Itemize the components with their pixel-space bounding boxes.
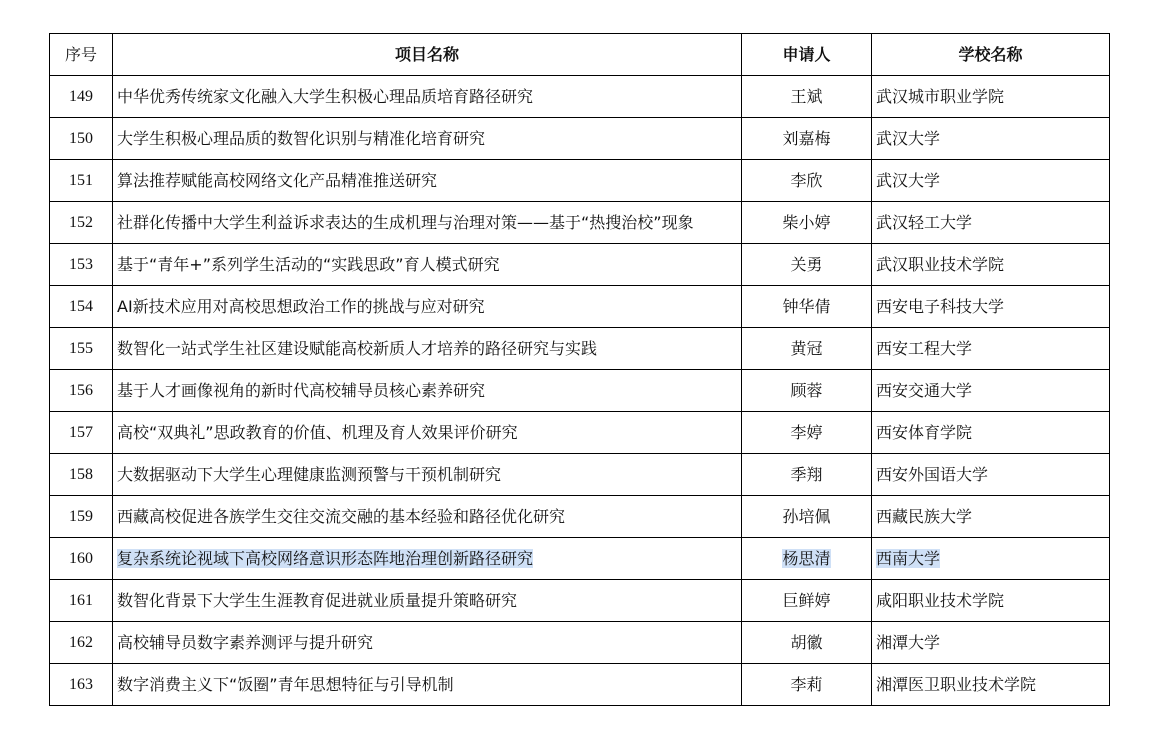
row-title-cell bbox=[113, 286, 742, 328]
table-row bbox=[50, 160, 1110, 202]
row-no: 160 bbox=[69, 549, 93, 567]
row-school-cell bbox=[872, 76, 1110, 118]
row-no: 163 bbox=[69, 675, 93, 693]
row-applicant: 杨思清 bbox=[782, 548, 831, 568]
row-no-cell bbox=[50, 412, 113, 454]
row-title-cell bbox=[113, 496, 742, 538]
row-title: 社群化传播中大学生利益诉求表达的生成机理与治理对策——基于“热搜治校”现象 bbox=[117, 212, 694, 232]
row-applicant: 钟华倩 bbox=[782, 296, 831, 316]
row-school: 武汉大学 bbox=[876, 170, 941, 190]
table-row bbox=[50, 76, 1110, 118]
row-school-cell bbox=[872, 202, 1110, 244]
table-row bbox=[50, 202, 1110, 244]
table-row bbox=[50, 118, 1110, 160]
header-applicant: 申请人 bbox=[742, 34, 872, 76]
row-school: 武汉职业技术学院 bbox=[876, 254, 1005, 274]
table-row bbox=[50, 664, 1110, 706]
row-applicant: 王斌 bbox=[790, 86, 823, 106]
row-applicant: 孙培佩 bbox=[782, 506, 831, 526]
row-applicant: 巨鲜婷 bbox=[782, 590, 831, 610]
row-school: 西安外国语大学 bbox=[876, 464, 989, 484]
row-no: 157 bbox=[69, 423, 93, 441]
row-school-cell bbox=[872, 454, 1110, 496]
row-title-cell bbox=[113, 622, 742, 664]
row-title: 数智化背景下大学生生涯教育促进就业质量提升策略研究 bbox=[117, 590, 518, 610]
row-no: 150 bbox=[69, 129, 93, 147]
row-school-cell bbox=[872, 118, 1110, 160]
row-no: 162 bbox=[69, 633, 93, 651]
row-no-cell bbox=[50, 454, 113, 496]
row-applicant-cell bbox=[742, 538, 872, 580]
row-title-cell bbox=[113, 370, 742, 412]
row-school: 西安工程大学 bbox=[876, 338, 973, 358]
table-row bbox=[50, 622, 1110, 664]
row-no: 149 bbox=[69, 87, 93, 105]
project-table bbox=[49, 33, 1110, 706]
row-title: 中华优秀传统家文化融入大学生积极心理品质培育路径研究 bbox=[117, 86, 534, 106]
row-applicant-cell bbox=[742, 118, 872, 160]
row-school-cell bbox=[872, 496, 1110, 538]
row-applicant: 李欣 bbox=[790, 170, 823, 190]
row-applicant-cell bbox=[742, 244, 872, 286]
row-title-cell bbox=[113, 538, 742, 580]
row-title-cell bbox=[113, 664, 742, 706]
row-title: AI新技术应用对高校思想政治工作的挑战与应对研究 bbox=[117, 296, 485, 316]
project-table-container bbox=[49, 33, 1109, 706]
row-no-cell bbox=[50, 580, 113, 622]
row-no-cell bbox=[50, 370, 113, 412]
row-school: 西安体育学院 bbox=[876, 422, 973, 442]
row-applicant-cell bbox=[742, 286, 872, 328]
row-no: 153 bbox=[69, 255, 93, 273]
row-school: 武汉轻工大学 bbox=[876, 212, 973, 232]
row-title-cell bbox=[113, 160, 742, 202]
row-applicant-cell bbox=[742, 76, 872, 118]
table-row bbox=[50, 580, 1110, 622]
row-title-cell bbox=[113, 454, 742, 496]
row-applicant: 刘嘉梅 bbox=[782, 128, 831, 148]
header-school: 学校名称 bbox=[872, 34, 1110, 76]
row-no: 161 bbox=[69, 591, 93, 609]
row-no-cell bbox=[50, 202, 113, 244]
row-applicant: 季翔 bbox=[790, 464, 823, 484]
row-school-cell bbox=[872, 622, 1110, 664]
row-title: 算法推荐赋能高校网络文化产品精准推送研究 bbox=[117, 170, 438, 190]
row-no: 155 bbox=[69, 339, 93, 357]
row-school-cell bbox=[872, 580, 1110, 622]
row-applicant-cell bbox=[742, 412, 872, 454]
row-school: 西安交通大学 bbox=[876, 380, 973, 400]
header-no: 序号 bbox=[50, 34, 113, 76]
row-school: 西安电子科技大学 bbox=[876, 296, 1005, 316]
row-applicant-cell bbox=[742, 160, 872, 202]
row-applicant-cell bbox=[742, 622, 872, 664]
row-title: 数智化一站式学生社区建设赋能高校新质人才培养的路径研究与实践 bbox=[117, 338, 598, 358]
row-applicant-cell bbox=[742, 664, 872, 706]
row-no-cell bbox=[50, 328, 113, 370]
row-title: 大数据驱动下大学生心理健康监测预警与干预机制研究 bbox=[117, 464, 502, 484]
row-school-cell bbox=[872, 286, 1110, 328]
row-no-cell bbox=[50, 118, 113, 160]
row-no: 151 bbox=[69, 171, 93, 189]
header-title: 项目名称 bbox=[113, 34, 742, 76]
row-title-cell bbox=[113, 202, 742, 244]
row-school-cell bbox=[872, 160, 1110, 202]
row-applicant: 李婷 bbox=[790, 422, 823, 442]
row-applicant: 胡徽 bbox=[790, 632, 823, 652]
row-school-cell bbox=[872, 538, 1110, 580]
row-title-cell bbox=[113, 76, 742, 118]
row-school-cell bbox=[872, 244, 1110, 286]
row-school: 湘潭大学 bbox=[876, 632, 941, 652]
row-title-cell bbox=[113, 118, 742, 160]
row-no-cell bbox=[50, 286, 113, 328]
row-applicant-cell bbox=[742, 496, 872, 538]
row-title: 大学生积极心理品质的数智化识别与精准化培育研究 bbox=[117, 128, 486, 148]
row-applicant-cell bbox=[742, 580, 872, 622]
row-school-cell bbox=[872, 328, 1110, 370]
row-no: 156 bbox=[69, 381, 93, 399]
row-applicant: 李莉 bbox=[790, 674, 823, 694]
row-title-cell bbox=[113, 412, 742, 454]
row-title: 基于“青年+”系列学生活动的“实践思政”育人模式研究 bbox=[117, 254, 500, 274]
row-title: 数字消费主义下“饭圈”青年思想特征与引导机制 bbox=[117, 674, 454, 694]
row-title-cell bbox=[113, 580, 742, 622]
row-no-cell bbox=[50, 622, 113, 664]
row-no-cell bbox=[50, 496, 113, 538]
row-no: 154 bbox=[69, 297, 93, 315]
table-row bbox=[50, 328, 1110, 370]
row-title: 基于人才画像视角的新时代高校辅导员核心素养研究 bbox=[117, 380, 486, 400]
row-no-cell bbox=[50, 244, 113, 286]
row-applicant: 关勇 bbox=[790, 254, 823, 274]
row-school: 西南大学 bbox=[876, 548, 941, 568]
row-applicant-cell bbox=[742, 454, 872, 496]
row-school-cell bbox=[872, 664, 1110, 706]
row-no-cell bbox=[50, 160, 113, 202]
table-row bbox=[50, 412, 1110, 454]
row-title: 复杂系统论视域下高校网络意识形态阵地治理创新路径研究 bbox=[117, 548, 534, 568]
row-no-cell bbox=[50, 538, 113, 580]
table-row bbox=[50, 286, 1110, 328]
row-applicant-cell bbox=[742, 202, 872, 244]
row-applicant-cell bbox=[742, 328, 872, 370]
row-no-cell bbox=[50, 664, 113, 706]
table-row bbox=[50, 370, 1110, 412]
table-row bbox=[50, 244, 1110, 286]
row-school: 武汉城市职业学院 bbox=[876, 86, 1005, 106]
row-no: 159 bbox=[69, 507, 93, 525]
row-applicant: 顾蓉 bbox=[790, 380, 823, 400]
row-title-cell bbox=[113, 328, 742, 370]
row-school: 湘潭医卫职业技术学院 bbox=[876, 674, 1037, 694]
row-applicant: 黄冠 bbox=[790, 338, 823, 358]
row-applicant-cell bbox=[742, 370, 872, 412]
row-title-cell bbox=[113, 244, 742, 286]
table-header-row bbox=[50, 34, 1110, 76]
table-row bbox=[50, 496, 1110, 538]
row-no: 158 bbox=[69, 465, 93, 483]
row-applicant: 柴小婷 bbox=[782, 212, 831, 232]
row-school-cell bbox=[872, 412, 1110, 454]
row-title: 西藏高校促进各族学生交往交流交融的基本经验和路径优化研究 bbox=[117, 506, 566, 526]
row-no: 152 bbox=[69, 213, 93, 231]
row-title: 高校辅导员数字素养测评与提升研究 bbox=[117, 632, 374, 652]
row-title: 高校“双典礼”思政教育的价值、机理及育人效果评价研究 bbox=[117, 422, 518, 442]
row-school: 武汉大学 bbox=[876, 128, 941, 148]
row-school-cell bbox=[872, 370, 1110, 412]
table-body bbox=[50, 76, 1110, 706]
row-no-cell bbox=[50, 76, 113, 118]
row-school: 咸阳职业技术学院 bbox=[876, 590, 1005, 610]
row-school: 西藏民族大学 bbox=[876, 506, 973, 526]
table-row bbox=[50, 454, 1110, 496]
table-row bbox=[50, 538, 1110, 580]
